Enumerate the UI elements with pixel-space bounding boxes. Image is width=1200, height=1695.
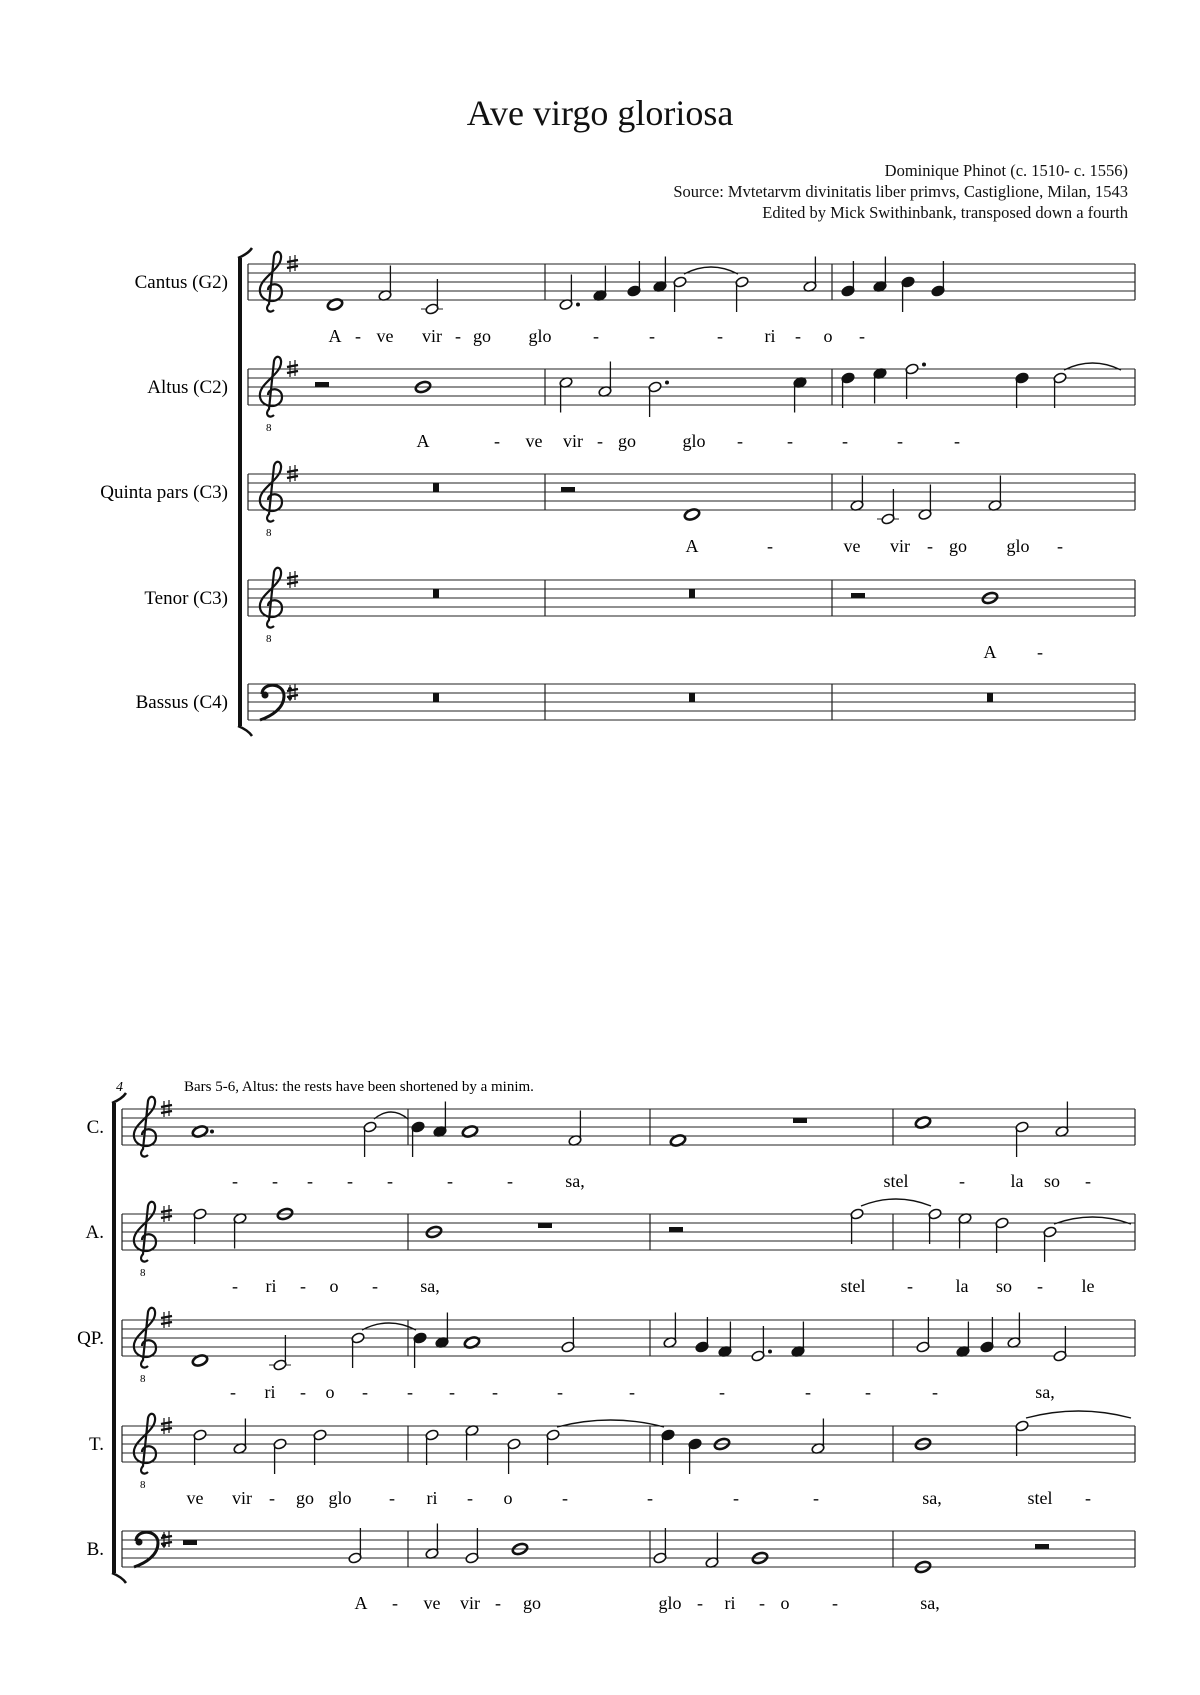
lyric-syllable: - — [447, 1171, 453, 1191]
half-note — [850, 1199, 931, 1244]
half-note — [673, 267, 738, 312]
lyric-syllable: - — [347, 1171, 353, 1191]
lyric-syllable: so — [995, 1276, 1013, 1296]
lyric-syllable: stel — [840, 1276, 866, 1296]
staff-label: Cantus (G2) — [134, 272, 228, 293]
half-note — [958, 1212, 972, 1248]
half-note — [1053, 363, 1121, 408]
lyric-syllable: - — [269, 1488, 275, 1508]
lyric-syllable: - — [272, 1171, 278, 1191]
quarter-note — [695, 1317, 709, 1353]
lyric-syllable: - — [300, 1382, 306, 1402]
piece-title: Ave virgo gloriosa — [466, 93, 734, 133]
whole-rest — [183, 1540, 197, 1545]
quarter-note — [873, 257, 887, 293]
half-note — [1053, 1326, 1067, 1362]
lyric-syllable: - — [557, 1382, 563, 1402]
editor-credit: Edited by Mick Swithinbank, transposed down a fourth — [762, 203, 1128, 222]
lyric-syllable: - — [733, 1488, 739, 1508]
staff-label: Altus (C2) — [147, 377, 228, 398]
lyric-syllable: - — [372, 1276, 378, 1296]
half-note — [561, 1317, 575, 1353]
lyric-syllable: - — [1057, 536, 1063, 556]
half-note — [507, 1438, 521, 1474]
half-note — [598, 362, 612, 398]
lyric-syllable: ri — [264, 1382, 276, 1402]
lyric-syllable: - — [232, 1171, 238, 1191]
treble-clef-icon — [260, 462, 282, 539]
quarter-note — [593, 266, 607, 302]
lyric-syllable: glo — [1006, 536, 1030, 556]
lyric-syllable: - — [1037, 642, 1043, 662]
half-note — [877, 489, 899, 525]
lyric-syllable: ve — [186, 1488, 204, 1508]
lyric-syllable: - — [897, 431, 903, 451]
quarter-note — [901, 276, 915, 312]
half-note — [425, 1429, 439, 1465]
lyric-syllable: ri — [265, 1276, 277, 1296]
staff-label: Bassus (C4) — [135, 692, 228, 713]
half-note — [363, 1112, 408, 1157]
lyric-syllable: - — [300, 1276, 306, 1296]
half-note — [648, 381, 669, 418]
quarter-note — [718, 1322, 732, 1358]
half-rest — [851, 593, 865, 598]
lyric-syllable: ve — [525, 431, 543, 451]
lyric-syllable: - — [387, 1171, 393, 1191]
lyric-syllable: - — [593, 326, 599, 346]
lyric-syllable: - — [737, 431, 743, 451]
lyric-syllable: - — [355, 326, 361, 346]
staff-label: Tenor (C3) — [144, 588, 228, 609]
lyric-syllable: - — [959, 1171, 965, 1191]
lyric-syllable: - — [597, 431, 603, 451]
lyric-syllable: glo — [658, 1593, 682, 1613]
lyric-syllable: - — [449, 1382, 455, 1402]
whole-rest — [793, 1118, 807, 1123]
lyric-syllable: - — [649, 326, 655, 346]
treble-clef-icon — [134, 1414, 156, 1491]
lyric-syllable: ve — [843, 536, 861, 556]
lyric-syllable: o — [780, 1593, 790, 1613]
half-note — [811, 1419, 825, 1455]
quarter-note — [931, 261, 945, 297]
lyric-syllable: vir — [460, 1593, 480, 1613]
half-note — [751, 1326, 772, 1362]
half-note — [988, 476, 1002, 512]
lyric-syllable: - — [759, 1593, 765, 1613]
breve-rest — [689, 693, 695, 702]
lyric-syllable: sa, — [920, 1593, 940, 1613]
lyric-syllable: A — [328, 326, 342, 346]
staff-label: Quinta pars (C3) — [100, 482, 228, 503]
lyric-syllable: - — [954, 431, 960, 451]
half-note — [269, 1335, 291, 1371]
lyric-syllable: go — [618, 431, 636, 451]
lyric-syllable: - — [767, 536, 773, 556]
half-note — [653, 1528, 667, 1564]
lyric-syllable: ve — [376, 326, 394, 346]
half-note — [425, 1524, 439, 1560]
treble-clef-icon — [134, 1308, 156, 1385]
lyric-syllable: - — [719, 1382, 725, 1402]
lyric-syllable: - — [1085, 1488, 1091, 1508]
editorial-annotation: Bars 5-6, Altus: the rests have been shortened by a minim. — [184, 1079, 534, 1095]
lyric-syllable: - — [842, 431, 848, 451]
lyric-syllable: vir — [890, 536, 910, 556]
lyric-syllable: - — [865, 1382, 871, 1402]
treble-clef-icon — [260, 357, 282, 434]
treble-clef-icon — [134, 1202, 156, 1279]
breve-rest — [987, 693, 993, 702]
half-rest — [669, 1227, 683, 1232]
lyric-syllable: - — [407, 1382, 413, 1402]
lyric-syllable: glo — [328, 1488, 352, 1508]
lyric-syllable: stel — [1027, 1488, 1053, 1508]
lyric-syllable: vir — [563, 431, 583, 451]
quarter-note — [791, 1322, 805, 1358]
half-note — [465, 1528, 479, 1564]
half-note — [378, 266, 392, 302]
half-note — [1015, 1121, 1029, 1157]
half-note — [465, 1424, 479, 1460]
lyric-syllable: - — [455, 326, 461, 346]
staff-label: QP. — [77, 1328, 104, 1349]
lyric-syllable: stel — [883, 1171, 909, 1191]
half-note — [233, 1419, 247, 1455]
breve-rest — [433, 483, 439, 492]
lyric-syllable: - — [859, 326, 865, 346]
breve-rest — [433, 693, 439, 702]
bar-number: 4 — [116, 1080, 123, 1095]
lyric-syllable: vir — [232, 1488, 252, 1508]
lyric-syllable: sa, — [922, 1488, 942, 1508]
half-note — [1007, 1313, 1021, 1349]
quarter-note — [433, 1102, 447, 1138]
quarter-note — [841, 261, 855, 297]
lyric-syllable: - — [832, 1593, 838, 1613]
lyric-syllable: - — [907, 1276, 913, 1296]
half-note — [803, 257, 817, 293]
lyric-syllable: - — [232, 1276, 238, 1296]
lyric-syllable: - — [1085, 1171, 1091, 1191]
svg-text:8: 8 — [266, 633, 272, 645]
lyric-syllable: o — [503, 1488, 513, 1508]
half-note — [273, 1438, 287, 1474]
treble-clef-icon — [260, 568, 282, 645]
lyric-syllable: o — [325, 1382, 335, 1402]
lyric-syllable: - — [507, 1171, 513, 1191]
half-note — [233, 1212, 247, 1248]
svg-text:8: 8 — [266, 422, 272, 434]
half-note — [193, 1208, 207, 1244]
lyric-syllable: - — [697, 1593, 703, 1613]
half-note — [1055, 1102, 1069, 1138]
lyric-syllable: glo — [528, 326, 552, 346]
lyric-syllable: go — [949, 536, 967, 556]
staff-label: A. — [85, 1222, 104, 1243]
lyric-syllable: - — [795, 326, 801, 346]
half-note — [313, 1429, 327, 1465]
half-note — [850, 476, 864, 512]
lyric-syllable: A — [983, 642, 997, 662]
half-note — [735, 276, 749, 312]
lyric-syllable: go — [523, 1593, 541, 1613]
lyric-syllable: - — [717, 326, 723, 346]
half-note — [905, 363, 926, 400]
svg-text:8: 8 — [140, 1267, 146, 1279]
half-note — [193, 1429, 207, 1465]
lyric-syllable: - — [629, 1382, 635, 1402]
lyric-syllable: - — [1037, 1276, 1043, 1296]
half-rest — [1035, 1544, 1049, 1549]
half-note — [918, 485, 932, 521]
staff-label: B. — [86, 1539, 104, 1560]
lyric-syllable: ri — [724, 1593, 736, 1613]
half-note — [348, 1528, 362, 1564]
lyric-syllable: A — [685, 536, 699, 556]
half-note — [568, 1111, 582, 1147]
half-note — [663, 1313, 677, 1349]
lyric-syllable: vir — [422, 326, 442, 346]
half-note — [705, 1533, 719, 1569]
quarter-note — [411, 1121, 425, 1157]
lyric-syllable: o — [329, 1276, 339, 1296]
half-note — [546, 1420, 664, 1465]
svg-text:8: 8 — [140, 1479, 146, 1491]
quarter-note — [980, 1317, 994, 1353]
quarter-note — [435, 1313, 449, 1349]
lyric-syllable: - — [932, 1382, 938, 1402]
quarter-note — [873, 367, 887, 403]
lyric-syllable: - — [647, 1488, 653, 1508]
lyric-syllable: la — [1010, 1171, 1024, 1191]
half-note — [421, 279, 443, 315]
half-note — [995, 1217, 1009, 1253]
quarter-note — [661, 1429, 675, 1465]
lyric-syllable: - — [362, 1382, 368, 1402]
half-note — [928, 1208, 942, 1244]
lyric-syllable: la — [955, 1276, 969, 1296]
lyric-syllable: o — [823, 326, 833, 346]
lyric-syllable: - — [813, 1488, 819, 1508]
lyric-syllable: - — [392, 1593, 398, 1613]
half-note — [559, 275, 580, 311]
half-note — [559, 376, 573, 412]
lyric-syllable: A — [416, 431, 430, 451]
lyric-syllable: so — [1043, 1171, 1061, 1191]
lyric-syllable: go — [473, 326, 491, 346]
lyric-syllable: sa, — [420, 1276, 440, 1296]
half-note — [916, 1317, 930, 1353]
quarter-note — [793, 376, 807, 412]
lyric-syllable: go — [296, 1488, 314, 1508]
lyric-syllable: sa, — [1035, 1382, 1055, 1402]
lyric-syllable: - — [927, 536, 933, 556]
whole-rest — [538, 1223, 552, 1228]
lyric-syllable: - — [467, 1488, 473, 1508]
source-credit: Source: Mvtetarvm divinitatis liber primvs, Castiglione, Milan, 1543 — [673, 182, 1128, 201]
lyric-syllable: - — [495, 1593, 501, 1613]
lyric-syllable: - — [805, 1382, 811, 1402]
quarter-note — [688, 1438, 702, 1474]
staff-label: C. — [86, 1117, 104, 1138]
quarter-note — [653, 257, 667, 293]
lyric-syllable: le — [1081, 1276, 1095, 1296]
half-note — [1015, 1411, 1131, 1456]
half-note — [351, 1323, 416, 1368]
composer-credit: Dominique Phinot (c. 1510- c. 1556) — [884, 161, 1128, 180]
lyric-syllable: - — [230, 1382, 236, 1402]
lyric-syllable: ri — [426, 1488, 438, 1508]
lyric-syllable: sa, — [565, 1171, 585, 1191]
half-rest — [315, 382, 329, 387]
quarter-note — [627, 261, 641, 297]
lyric-syllable: - — [307, 1171, 313, 1191]
lyric-syllable: - — [494, 431, 500, 451]
lyric-syllable: - — [787, 431, 793, 451]
lyric-syllable: ve — [423, 1593, 441, 1613]
half-rest — [561, 487, 575, 492]
lyric-syllable: A — [354, 1593, 368, 1613]
quarter-note — [841, 372, 855, 408]
lyric-syllable: - — [389, 1488, 395, 1508]
svg-text:8: 8 — [266, 527, 272, 539]
half-note — [1043, 1217, 1131, 1262]
staff-label: T. — [89, 1434, 104, 1455]
lyric-syllable: - — [562, 1488, 568, 1508]
quarter-note — [413, 1332, 427, 1368]
svg-text:8: 8 — [140, 1373, 146, 1385]
breve-rest — [689, 589, 695, 598]
quarter-note — [1015, 372, 1029, 408]
breve-rest — [433, 589, 439, 598]
lyric-syllable: - — [492, 1382, 498, 1402]
lyric-syllable: glo — [682, 431, 706, 451]
quarter-note — [956, 1322, 970, 1358]
lyric-syllable: ri — [764, 326, 776, 346]
